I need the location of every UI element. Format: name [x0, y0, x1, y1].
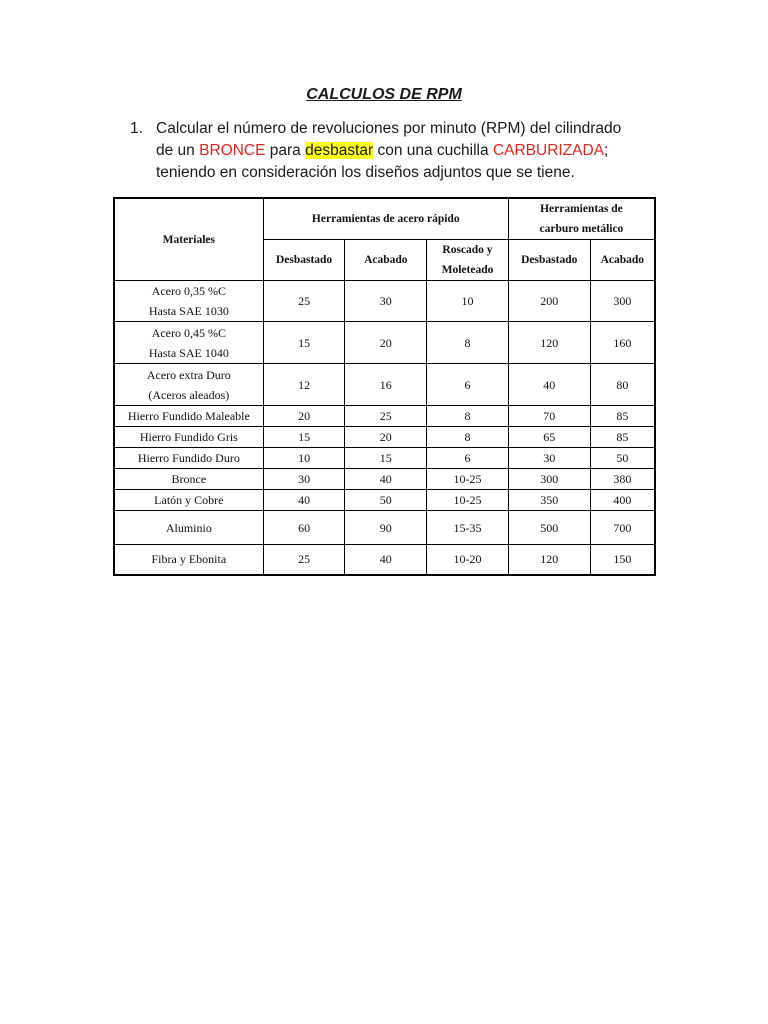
rpm-value-cell: 50 [345, 490, 427, 511]
material-name: Hierro Fundido Duro [137, 451, 240, 465]
question-text: para [265, 142, 306, 159]
rpm-value-cell: 20 [345, 322, 427, 364]
rpm-value-cell: 150 [590, 545, 655, 575]
rpm-value-cell: 40 [345, 469, 427, 490]
material-cell [114, 545, 263, 575]
rpm-value-cell: 380 [590, 469, 655, 490]
rpm-value-cell: 30 [345, 281, 427, 322]
material-name: Hierro Fundido Maleable [127, 409, 250, 423]
rpm-value-cell: 80 [590, 364, 655, 406]
table-row [114, 545, 655, 575]
rpm-value-cell: 20 [345, 427, 427, 448]
rpm-value-cell: 160 [590, 322, 655, 364]
material-cell [114, 490, 263, 511]
material-cell [114, 427, 263, 448]
table-row [114, 469, 655, 490]
rpm-value-cell: 85 [590, 427, 655, 448]
material-cell [114, 322, 263, 364]
page-title: CALCULOS DE RPM [306, 86, 462, 103]
table-row [114, 364, 655, 406]
rpm-value-cell: 120 [508, 322, 590, 364]
rpm-value-cell: 20 [263, 406, 345, 427]
material-name: Acero extra Duro [146, 367, 231, 382]
table-row [114, 281, 655, 322]
table-row [114, 448, 655, 469]
material-name: Aluminio [165, 520, 212, 535]
material-name: Acero 0,45 %C [151, 325, 226, 340]
material-name: Latón y Cobre [154, 493, 224, 507]
rpm-value-cell: 500 [508, 511, 590, 545]
material-name: Bronce [171, 472, 207, 486]
rpm-value-cell: 10-25 [427, 490, 509, 511]
question-number: 1. [130, 120, 143, 137]
material-name: Fibra y Ebonita [151, 552, 227, 567]
rpm-table [113, 197, 656, 576]
question-line-2 [156, 140, 608, 162]
rpm-value-cell: 120 [508, 545, 590, 575]
subheader-roscado-line1: Roscado y [442, 244, 493, 256]
rpm-value-cell: 40 [508, 364, 590, 406]
material-keyword: BRONCE [199, 142, 266, 159]
rpm-value-cell: 10 [263, 448, 345, 469]
rpm-value-cell: 65 [508, 427, 590, 448]
subheader-acabado-carburo: Acabado [590, 240, 655, 281]
table-row [114, 427, 655, 448]
subheader-roscado [427, 240, 509, 281]
material-detail: Hasta SAE 1030 [148, 304, 229, 318]
material-cell [114, 448, 263, 469]
rpm-value-cell: 15 [263, 322, 345, 364]
subheader-roscado-line2: Moleteado [441, 264, 494, 276]
subheader-desbastado: Desbastado [263, 240, 345, 281]
rpm-value-cell: 300 [590, 281, 655, 322]
rpm-value-cell: 25 [263, 545, 345, 575]
material-cell [114, 511, 263, 545]
rpm-value-cell: 12 [263, 364, 345, 406]
material-name: Acero 0,35 %C [151, 284, 226, 298]
material-cell [114, 364, 263, 406]
material-cell [114, 469, 263, 490]
operation-keyword: desbastar [305, 142, 374, 159]
rpm-value-cell: 85 [590, 406, 655, 427]
rpm-value-cell: 15 [263, 427, 345, 448]
material-name: Hierro Fundido Gris [139, 430, 238, 444]
question-text: ; [604, 142, 609, 159]
rpm-value-cell: 30 [508, 448, 590, 469]
rpm-value-cell: 400 [590, 490, 655, 511]
rpm-value-cell: 300 [508, 469, 590, 490]
material-cell [114, 406, 263, 427]
material-cell [114, 281, 263, 322]
rpm-value-cell: 70 [508, 406, 590, 427]
rpm-value-cell: 10 [427, 281, 509, 322]
rpm-value-cell: 25 [345, 406, 427, 427]
question-text: de un [156, 142, 200, 159]
material-detail: (Aceros aleados) [148, 387, 230, 402]
rpm-value-cell: 8 [427, 406, 509, 427]
rpm-value-cell: 15 [345, 448, 427, 469]
table-row [114, 511, 655, 545]
rpm-value-cell: 10-25 [427, 469, 509, 490]
rpm-value-cell: 40 [345, 545, 427, 575]
rpm-value-cell: 8 [427, 322, 509, 364]
rpm-table-body [114, 281, 655, 575]
rpm-value-cell: 60 [263, 511, 345, 545]
question-text: con una cuchilla [373, 142, 493, 159]
table-row [114, 322, 655, 364]
rpm-value-cell: 10-20 [427, 545, 509, 575]
tool-keyword: CARBURIZADA [492, 142, 605, 159]
rpm-value-cell: 90 [345, 511, 427, 545]
question-line-1: Calcular el número de revoluciones por minuto (RPM) del cilindrado [156, 120, 622, 137]
rpm-value-cell: 6 [427, 364, 509, 406]
table-row [114, 406, 655, 427]
rpm-value-cell: 15-35 [427, 511, 509, 545]
header-carburo [508, 198, 655, 240]
rpm-value-cell: 50 [590, 448, 655, 469]
rpm-value-cell: 25 [263, 281, 345, 322]
rpm-value-cell: 6 [427, 448, 509, 469]
rpm-value-cell: 200 [508, 281, 590, 322]
header-carburo-line2: carburo metálico [539, 223, 624, 235]
material-detail: Hasta SAE 1040 [148, 345, 229, 360]
rpm-value-cell: 700 [590, 511, 655, 545]
header-materiales: Materiales [114, 198, 263, 281]
header-carburo-line1: Herramientas de [540, 203, 623, 215]
question-line-3: teniendo en consideración los diseños adjuntos que se tiene. [156, 164, 575, 181]
header-hss: Herramientas de acero rápido [263, 198, 508, 240]
subheader-acabado: Acabado [345, 240, 427, 281]
table-row [114, 490, 655, 511]
rpm-value-cell: 350 [508, 490, 590, 511]
rpm-value-cell: 16 [345, 364, 427, 406]
rpm-value-cell: 8 [427, 427, 509, 448]
rpm-value-cell: 40 [263, 490, 345, 511]
rpm-value-cell: 30 [263, 469, 345, 490]
subheader-desbastado-carburo: Desbastado [508, 240, 590, 281]
